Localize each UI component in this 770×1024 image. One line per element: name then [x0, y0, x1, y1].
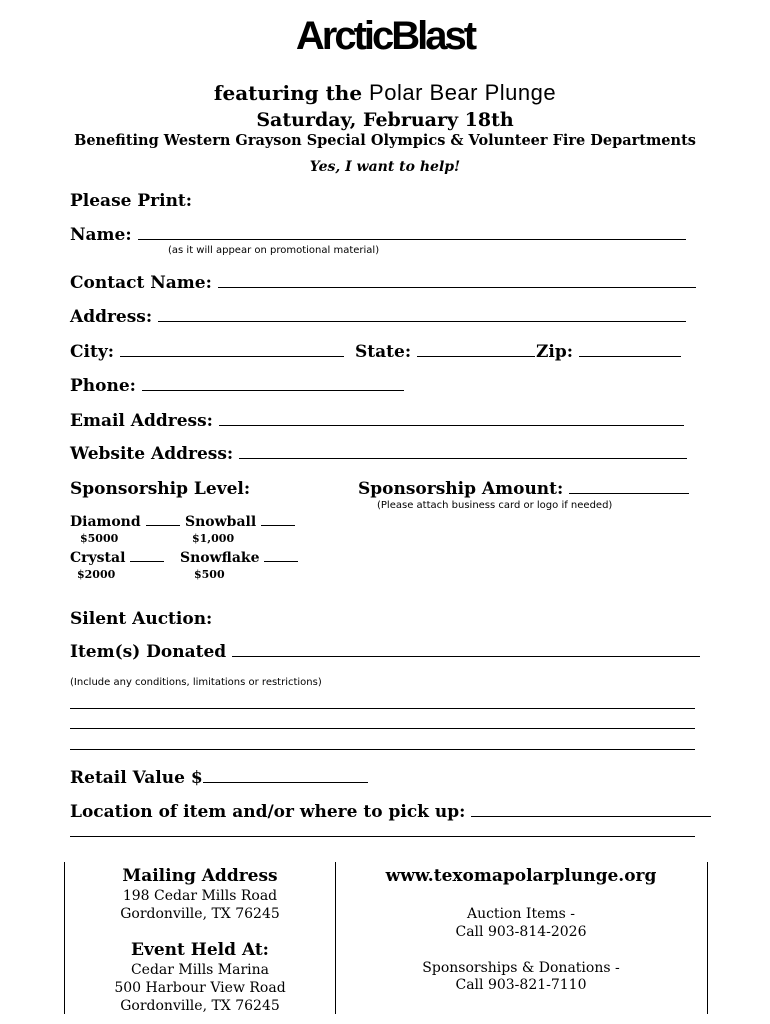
auction-contact-phone: Call 903-814-2026: [455, 924, 587, 940]
email-field[interactable]: [219, 411, 684, 426]
items-line-3[interactable]: [70, 749, 695, 750]
level-crystal: [70, 550, 164, 566]
retail-value-field[interactable]: [203, 768, 368, 783]
phone-row: [70, 376, 404, 396]
level-snowball: [185, 514, 295, 530]
mailing-line-2: Gordonville, TX 76245: [120, 906, 280, 922]
address-label: Address:: [70, 307, 153, 327]
featuring-line: [0, 80, 770, 106]
sponsorship-amount-row: [358, 479, 689, 499]
contact-row: [70, 273, 696, 293]
contact-label: Contact Name:: [70, 273, 212, 293]
name-note: (as it will appear on promotional material): [168, 245, 380, 256]
mailing-address-heading: Mailing Address: [122, 866, 278, 886]
state-label: State:: [355, 342, 412, 362]
sponsorship-amount-field[interactable]: [569, 479, 689, 494]
phone-field[interactable]: [142, 376, 404, 391]
name-row: [70, 225, 686, 245]
location-field[interactable]: [471, 802, 711, 817]
city-field[interactable]: [120, 342, 344, 357]
address-field[interactable]: [158, 307, 686, 322]
level-snowball-checkbox[interactable]: [261, 514, 295, 526]
event-line-1: Cedar Mills Marina: [130, 962, 270, 978]
level-crystal-amount: $2000: [77, 568, 116, 581]
items-line-1[interactable]: [70, 708, 695, 709]
items-donated-field[interactable]: [232, 642, 700, 657]
level-snowball-label: Snowball: [185, 514, 257, 530]
location-label: Location of item and/or where to pick up:: [70, 802, 466, 822]
level-snowflake: [180, 550, 298, 566]
page-title: ArcticBlast: [295, 14, 475, 58]
phone-label: Phone:: [70, 376, 136, 396]
benefiting-line: Benefiting Western Grayson Special Olympics & Volunteer Fire Departments: [74, 132, 696, 149]
silent-auction-heading: Silent Auction:: [70, 609, 213, 629]
items-donated-row: [70, 642, 700, 662]
zip-label: Zip:: [536, 342, 574, 362]
retail-value-row: [70, 768, 368, 788]
level-crystal-label: Crystal: [70, 550, 126, 566]
featuring-event: Polar Bear Plunge: [369, 80, 557, 105]
footer-left-rule: [64, 862, 65, 1014]
name-label: Name:: [70, 225, 132, 245]
sponsorship-level-label: Sponsorship Level:: [70, 479, 251, 499]
sponsor-contact-phone: Call 903-821-7110: [455, 977, 587, 993]
level-crystal-checkbox[interactable]: [130, 550, 164, 562]
city-label: City:: [70, 342, 114, 362]
level-diamond: [70, 514, 180, 530]
items-note: (Include any conditions, limitations or restrictions): [70, 677, 322, 688]
level-snowflake-amount: $500: [194, 568, 225, 581]
name-field[interactable]: [138, 225, 686, 240]
contact-field[interactable]: [218, 273, 696, 288]
featuring-prefix: featuring the: [213, 81, 363, 105]
footer-right-rule: [707, 862, 708, 1014]
state-row: [355, 342, 535, 362]
sponsorship-amount-label: Sponsorship Amount:: [358, 479, 564, 499]
items-line-2[interactable]: [70, 728, 695, 729]
email-label: Email Address:: [70, 411, 213, 431]
zip-field[interactable]: [579, 342, 681, 357]
event-line-2: 500 Harbour View Road: [114, 980, 286, 996]
state-field[interactable]: [417, 342, 535, 357]
sponsor-contact-label: Sponsorships & Donations -: [422, 960, 620, 976]
email-row: [70, 411, 684, 431]
event-date: Saturday, February 18th: [256, 109, 514, 131]
website-field[interactable]: [239, 444, 687, 459]
location-row: [70, 802, 711, 822]
address-row: [70, 307, 686, 327]
website-label: Website Address:: [70, 444, 234, 464]
auction-contact-label: Auction Items -: [466, 906, 576, 922]
please-print-label: Please Print:: [70, 191, 193, 211]
website-row: [70, 444, 687, 464]
footer-mid-rule: [335, 862, 336, 1014]
level-diamond-label: Diamond: [70, 514, 141, 530]
website-link[interactable]: www.texomapolarplunge.org: [385, 866, 657, 886]
city-row: [70, 342, 344, 362]
level-snowflake-label: Snowflake: [180, 550, 260, 566]
retail-value-label: Retail Value $: [70, 768, 203, 788]
level-snowflake-checkbox[interactable]: [264, 550, 298, 562]
items-donated-label: Item(s) Donated: [70, 642, 227, 662]
tagline: Yes, I want to help!: [309, 159, 461, 175]
level-snowball-amount: $1,000: [192, 532, 235, 545]
mailing-line-1: 198 Cedar Mills Road: [122, 888, 278, 904]
location-line-2[interactable]: [70, 836, 695, 837]
level-diamond-amount: $5000: [80, 532, 119, 545]
sponsorship-amount-note: (Please attach business card or logo if needed): [377, 500, 613, 511]
level-diamond-checkbox[interactable]: [146, 514, 180, 526]
event-line-3: Gordonville, TX 76245: [120, 998, 280, 1014]
zip-row: [536, 342, 681, 362]
event-held-heading: Event Held At:: [131, 940, 269, 960]
